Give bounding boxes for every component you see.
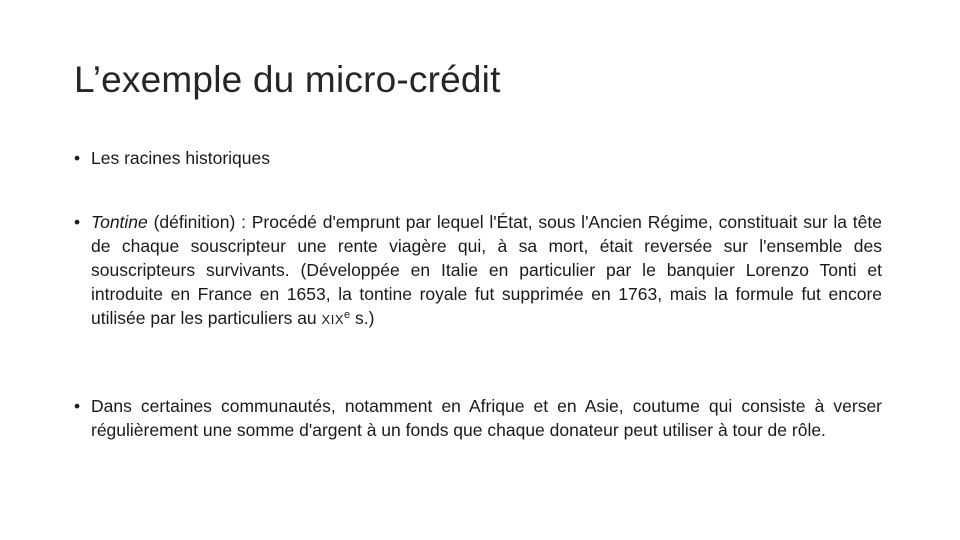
definition-text-end: s.): [350, 308, 375, 328]
bullet-marker: •: [74, 148, 81, 168]
century-numeral: XIX: [321, 312, 344, 327]
bullet-item-community-custom: [74, 394, 882, 442]
century-suffix: e: [344, 309, 351, 321]
bullet-text-content: Les racines historiques: [91, 148, 270, 168]
bullet-marker: •: [74, 212, 81, 232]
slide-title: L’exemple du micro-crédit: [74, 59, 501, 100]
defined-term: Tontine: [91, 212, 148, 232]
definition-text: (définition) : Procédé d'emprunt par lequel l'État, sous l'Ancien Régime, constituait sur la tête de chaque souscripteur une rente viagère qui, à sa mort, était reversée sur l'ensemble des souscripteurs survivants. (Développée en Italie en particulier par le banquier Lorenzo Tonti et introduite en France en 1653, la tontine royale fut supprimée en 1763, mais la formule fut encore utilisée par les particuliers au: [91, 212, 882, 328]
bullet-text: [91, 210, 882, 332]
bullet-item-historical-roots: [74, 146, 882, 170]
bullet-text: [91, 146, 882, 170]
bullet-marker: •: [74, 396, 81, 416]
bullet-text-content: Dans certaines communautés, notamment en Afrique et en Asie, coutume qui consiste à verser régulièrement une somme d'argent à un fonds que chaque donateur peut utiliser à tour de rôle.: [91, 396, 882, 440]
bullet-item-tontine-definition: [74, 210, 882, 332]
bullet-text: [91, 394, 882, 442]
